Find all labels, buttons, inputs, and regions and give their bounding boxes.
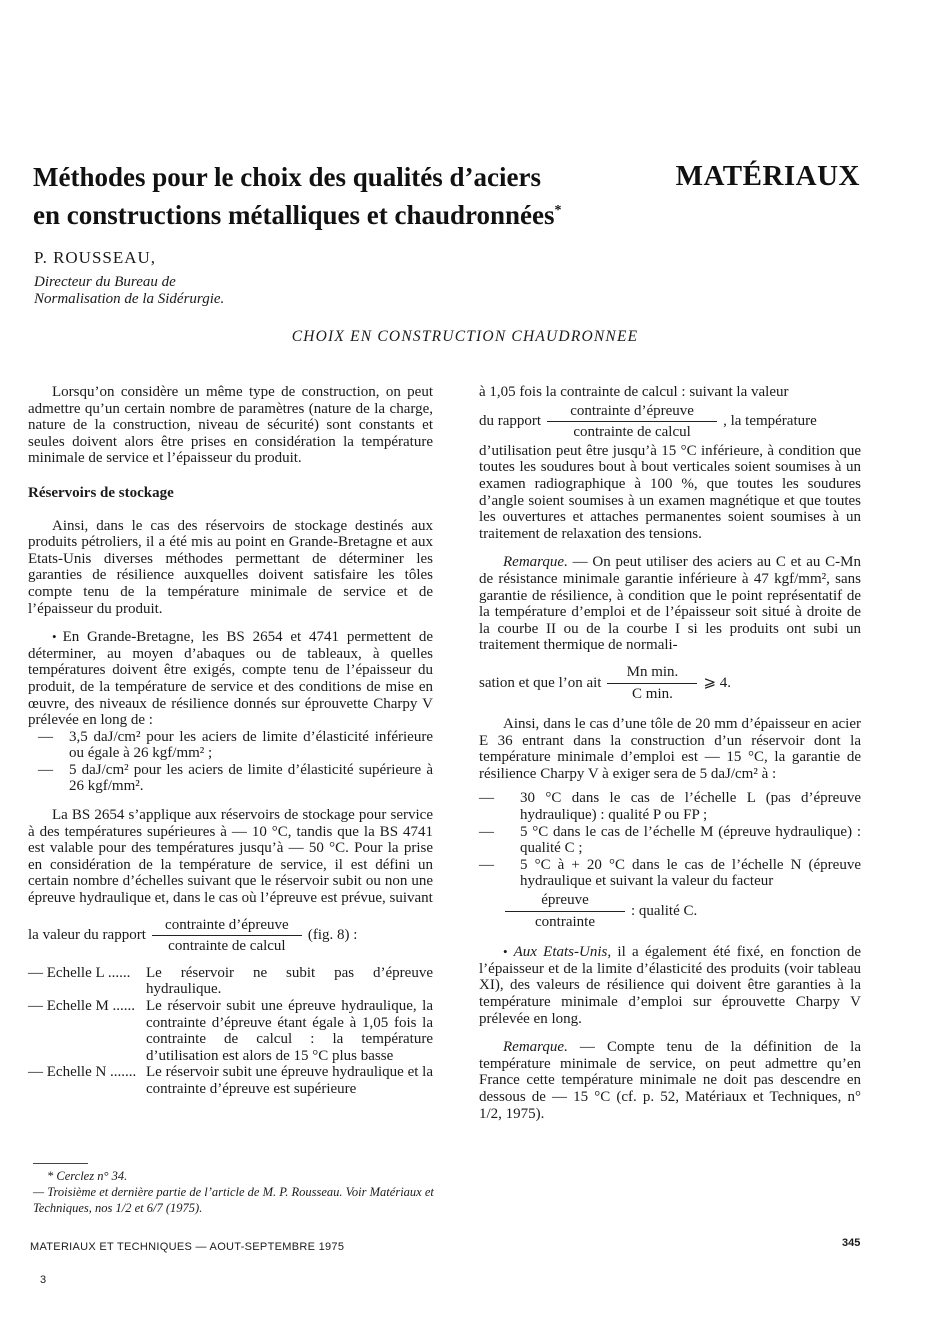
remark-paragraph xyxy=(479,1039,861,1122)
factor-formula xyxy=(479,890,861,932)
remark-text: — Compte tenu de la définition de la température minimale de service, on peut admettre qu’en France cette température minimale ne doit pas descendre en dessous de — 15 °C (cf. p. 52, Matériaux et Techniques, n° 1/2, 1975). xyxy=(479,1039,861,1122)
dash-icon: — xyxy=(28,964,43,981)
dash-item-text: 5 daJ/cm² pour les aciers de limite d’élasticité supérieure à 26 kgf/mm². xyxy=(69,761,433,795)
factor-suffix: : qualité C. xyxy=(631,902,698,919)
page-number: 345 xyxy=(842,1237,861,1249)
ratio-numerator: contrainte d’épreuve xyxy=(165,916,289,933)
dash-icon: — xyxy=(479,790,494,807)
author-name: P. ROUSSEAU, xyxy=(34,248,157,267)
author-affiliation xyxy=(34,274,224,308)
condition-prefix: sation et que l’on ait xyxy=(479,674,602,691)
remark-paragraph xyxy=(479,554,861,654)
dash-icon: — xyxy=(479,856,494,873)
factor-numerator: épreuve xyxy=(541,892,589,909)
remark-label: Remarque. xyxy=(503,1039,568,1056)
dash-icon: — xyxy=(38,728,53,745)
footnote-separator xyxy=(33,1163,88,1164)
echelle-name: Echelle L ...... xyxy=(46,964,131,981)
ratio-fraction xyxy=(547,401,717,443)
ratio-prefix: du rapport xyxy=(479,413,542,430)
section-label: MATÉRIAUX xyxy=(675,160,860,192)
ratio-suffix: (fig. 8) : xyxy=(307,927,358,944)
echelle-label xyxy=(28,1064,136,1081)
dash-icon: — xyxy=(28,1064,43,1081)
affiliation-line-1: Directeur du Bureau de xyxy=(34,274,176,290)
factor-fraction xyxy=(505,890,625,932)
dash-item-text: 5 °C à + 20 °C dans le cas de l’échelle N (épreuve hydraulique et suivant la valeur du facteur xyxy=(520,856,861,890)
paragraph-bullet xyxy=(28,629,433,729)
dash-item xyxy=(479,857,861,890)
paragraph: d’utilisation peut être jusqu’à 15 °C inférieure, à condition que toutes les soudures bout à bout verticales soient soumises à un examen radiographique à 100 %, que toutes les soudures d’angle soient soumises à un examen magnétique et que toutes les ouvertures et attaches permanentes soient soumises à un traitement de relaxation des tensions. xyxy=(479,442,861,542)
dash-item-text: 30 °C dans le cas de l’échelle L (pas d’épreuve hydraulique) : qualité P ou FP ; xyxy=(520,790,861,824)
dash-item xyxy=(28,762,433,795)
echelle-text: Le réservoir subit une épreuve hydraulique, la contrainte d’épreuve étant égale à 1,05 fois la contrainte de calcul : la température d’utilisation est alors de 15 °C plus basse xyxy=(146,998,433,1064)
condition-denominator: C min. xyxy=(632,685,673,702)
condition-fraction xyxy=(607,662,697,704)
factor-denominator: contrainte xyxy=(535,913,595,930)
paragraph-text: il a également été fixé, en fonction de l’épaisseur et de la limite d’élasticité des produits (voir tableau XI), des valeurs de résilience qui doivent être garanties à la température minimale d’emploi sur éprouvette Charpy V prélevée en long. xyxy=(479,944,862,1027)
dash-icon: — xyxy=(28,998,43,1014)
echelle-text: Le réservoir ne subit pas d’épreuve hydraulique. xyxy=(146,964,433,998)
dash-icon: — xyxy=(479,823,494,840)
condition-suffix: ⩾ 4. xyxy=(703,674,732,691)
dash-icon: — xyxy=(38,761,53,778)
echelle-item xyxy=(28,998,433,1064)
intro-paragraph: Lorsqu’on considère un même type de construction, on peut admettre qu’un certain nombre de paramètres (nature de la charge, nature de la construction, niveau de sécurité) sont constants et seules doivent alors être prises en considération la température minimale de service et l’épaisseur du produit. xyxy=(28,384,433,467)
ratio-prefix: la valeur du rapport xyxy=(28,927,146,944)
dash-item xyxy=(479,824,861,857)
dash-item-text: 3,5 daJ/cm² pour les aciers de limite d’élasticité inférieure ou égale à 26 kgf/mm² ; xyxy=(69,728,433,762)
right-column xyxy=(479,384,861,1122)
title-line-1: Méthodes pour le choix des qualités d’aciers xyxy=(33,162,541,192)
echelle-label xyxy=(28,965,130,982)
bullet-icon: • xyxy=(503,944,508,960)
ratio-denominator: contrainte de calcul xyxy=(573,424,691,441)
echelle-label xyxy=(28,998,135,1015)
ratio-fraction xyxy=(152,915,302,957)
article-title xyxy=(33,160,633,232)
ratio-formula xyxy=(28,915,433,957)
journal-footer: MATERIAUX ET TECHNIQUES — AOUT-SEPTEMBRE 1975 xyxy=(30,1241,345,1253)
bullet-icon: • xyxy=(52,629,57,645)
ratio-formula xyxy=(479,401,861,443)
dash-item xyxy=(479,790,861,823)
dash-item-text: 5 °C dans le cas de l’échelle M (épreuve hydraulique) : qualité C ; xyxy=(520,823,861,857)
remark-text: — On peut utiliser des aciers au C et au C-Mn de résistance minimale garantie inférieure à 47 kgf/mm², sans garantie de résilience, à condition que le point représentatif de la température d’emploi et de l’épaisseur soit situé à droite de la courbe II ou de la courbe I si les produits ont subi un traitement thermique de normali- xyxy=(479,554,861,654)
paragraph-text: En Grande-Bretagne, les BS 2654 et 4741 permettent de déterminer, au moyen d’abaques ou de tableaux, à quelles températures doivent être exigés, compte tenu de l’épaisseur du produit, de la température de service et des conditions de mise en œuvre, des niveaux de résilience donnés sur éprouvette Charpy V prélevée en long de : xyxy=(28,629,433,729)
ratio-denominator: contrainte de calcul xyxy=(168,938,286,955)
paragraph: Ainsi, dans le cas des réservoirs de stockage destinés aux produits pétroliers, il a été mis au point en Grande-Bretagne et aux Etats-Unis diverses méthodes permettant de déterminer les garanties de résilience auxquelles doivent satisfaire les tôles compte tenu de la température minimale de service et de l’épaisseur du produit. xyxy=(28,517,433,617)
left-column xyxy=(28,384,433,1098)
title-line-2: en constructions métalliques et chaudronnées xyxy=(33,200,555,230)
ratio-suffix: , la température xyxy=(723,413,817,430)
part-title: CHOIX EN CONSTRUCTION CHAUDRONNEE xyxy=(291,328,639,345)
remark-label: Remarque. xyxy=(503,554,568,571)
folio-number: 3 xyxy=(40,1274,47,1286)
paragraph: à 1,05 fois la contrainte de calcul : suivant la valeur xyxy=(479,384,789,400)
footnote: — Troisième et dernière partie de l’article de M. P. Rousseau. Voir Matériaux et Techniques, nos 1/2 et 6/7 (1975). xyxy=(33,1185,434,1215)
dash-item xyxy=(28,729,433,762)
echelle-name: Echelle M ...... xyxy=(46,998,136,1014)
condition-formula xyxy=(479,662,861,704)
echelle-item xyxy=(28,1064,433,1097)
footnote: * Cerclez n° 34. xyxy=(47,1169,128,1183)
echelle-text: Le réservoir subit une épreuve hydraulique et la contrainte d’épreuve est supérieure xyxy=(146,1064,433,1097)
paragraph: La BS 2654 s’applique aux réservoirs de stockage pour service à des températures supérieures à — 10 °C, tandis que la BS 4741 est valable pour des températures jusqu’à — 50 °C. Pour la prise en considération de la température de service, il est défini un certain nombre d’échelles suivant que le réservoir subit ou non une épreuve hydraulique et, dans le cas où l’épreuve est prévue, suivant xyxy=(28,807,433,907)
echelle-name: Echelle N ....... xyxy=(46,1064,137,1081)
footnotes xyxy=(33,1168,443,1216)
echelle-item xyxy=(28,965,433,998)
section-heading: Réservoirs de stockage xyxy=(28,484,174,501)
paragraph: Ainsi, dans le cas d’une tôle de 20 mm d’épaisseur en acier E 36 entrant dans la construction d’un réservoir dont la température minimale d’emploi est — 15 °C, la garantie de résilience Charpy V à exiger sera de 5 daJ/cm² à : xyxy=(479,716,861,782)
affiliation-line-2: Normalisation de la Sidérurgie. xyxy=(34,291,225,307)
condition-numerator: Mn min. xyxy=(626,663,679,680)
paragraph-bullet xyxy=(479,944,861,1027)
ratio-numerator: contrainte d’épreuve xyxy=(570,402,694,419)
title-footnote-mark: * xyxy=(554,203,562,218)
paragraph-lead: Aux Etats-Unis, xyxy=(513,944,612,961)
